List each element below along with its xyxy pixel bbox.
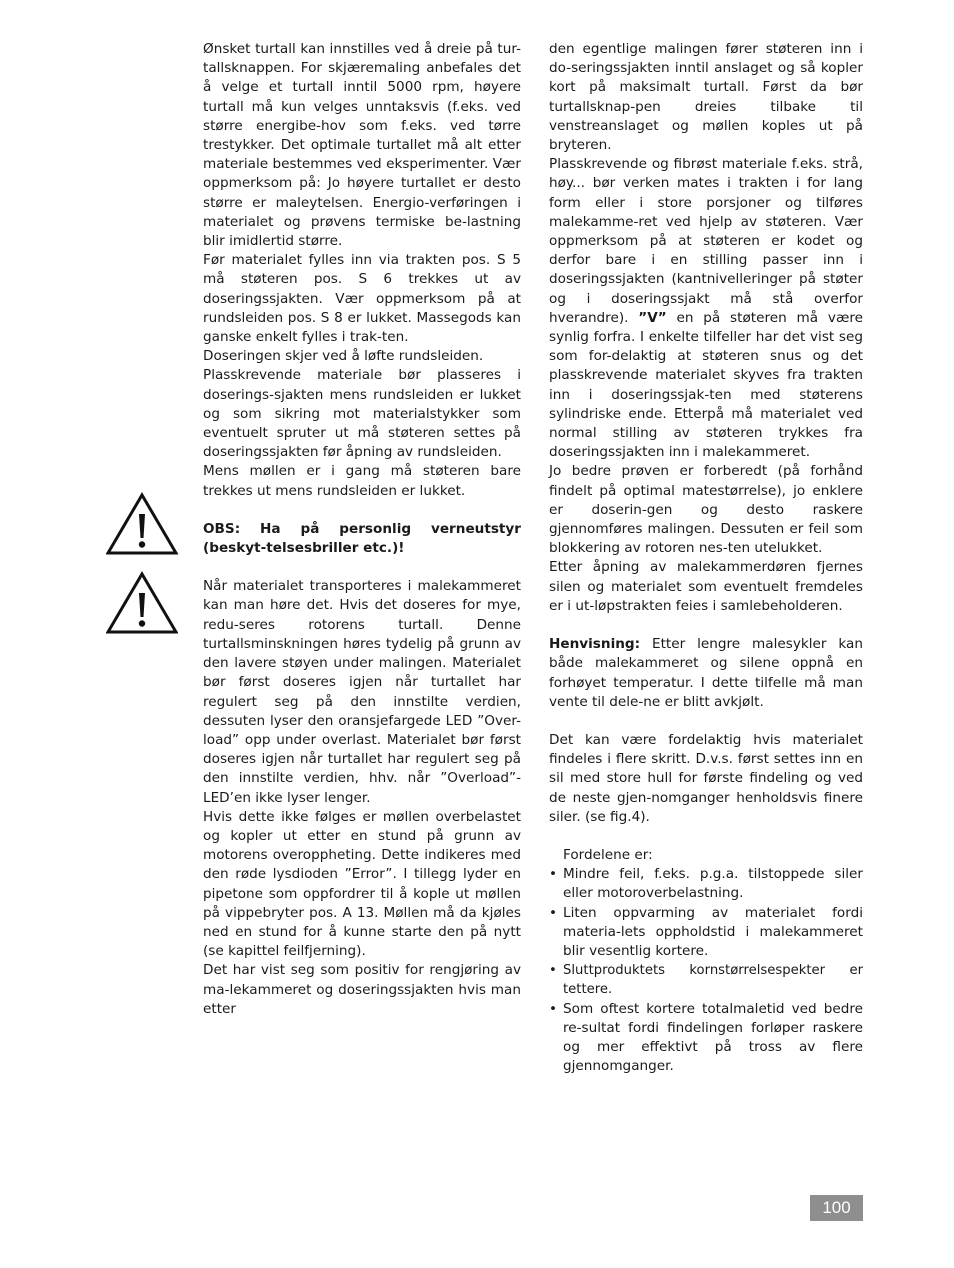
- paragraph-cleaning-continued: den egentlige malingen fører støteren inn i do-seringssjakten inntil anslaget og så kopler kort på maksimalt turtall. Først da bør turtallsknap-pen dreies tilbake til venstreanslaget og møllen koples ut på bryteren.: [549, 41, 863, 154]
- left-text-column: [203, 40, 521, 1019]
- paragraph-sample-preparation: Jo bedre prøven er forberedt (på forhånd findelt på optimal matestørrelse), jo enklere er doserin-gen og desto raskere gjennomføres malingen. Dessuten er feil som blokkering av rotoren nes-ten utelukket.: [549, 463, 863, 557]
- warning-triangle-icon: [106, 571, 178, 635]
- note-paragraph: Henvisning: Etter lengre malesykler kan både malekammeret og silene oppnå en forhøyet temperatur. I dette tilfelle må man vente til dele-ne er blitt avkjølt.: [549, 636, 863, 710]
- advantages-list: [549, 865, 863, 1076]
- list-item: • Mindre feil, f.eks. p.g.a. tilstoppede siler eller motoroverbelastning.: [549, 866, 863, 902]
- paragraph-error: Hvis dette ikke følges er møllen overbelastet og kopler ut etter en stund på grunn av motorens overoppheting. Dette indikeres med den røde lysdioden ”Error”. I tillegg lyder en pipetone som oppfordrer til å kople ut møllen på vippebryter pos. A 13. Møllen må da kjøles ned en stund for å kunne starte den på nytt (se kapittel feilfjerning).: [203, 808, 521, 960]
- right-text-column: [549, 40, 863, 1076]
- paragraph-overload: Når materialet transporteres i malekammeret kan man høre det. Hvis det doseres for mye, redu-seres rotorens turtall. Denne turtallsminskningen høres tydelig på grunn av den lavere støyen under malingen. Materialet bør først doseres igjen når turtallet har regulert seg på den innstilte verdien, dessuten lyser den oransjefargede LED ”Over-load” opp under overlast. Materialet bør først doseres igjen når turtallet har regulert seg på den innstilte verdien, hhv. når ”Overload”-LED’en ikke lyser lenger.: [203, 578, 521, 806]
- paragraph-plunger-safety: Mens møllen er i gang må støteren bare trekkes ut mens rundsleiden er lukket.: [203, 463, 521, 499]
- note-label: Henvisning:: [549, 636, 641, 653]
- list-item: • Som oftest kortere totalmaletid ved bedre re-sultat fordi findelingen forløper raskere og mer effektivt på tross av flere gjennomganger.: [549, 1000, 863, 1075]
- page-number: 100: [810, 1195, 863, 1221]
- warning-protective-equipment: OBS: Ha på personlig verneutstyr (beskyt-telsesbriller etc.)!: [203, 520, 521, 557]
- warning-triangle-icon: [106, 492, 178, 556]
- paragraph-sieve-removal: Etter åpning av malekammerdøren fjernes silen og materialet som eventuelt fremdeles er i ut-løpstrakten feies i samlebeholderen.: [549, 559, 863, 614]
- advantages-title: Fordelene er:: [563, 846, 653, 863]
- paragraph-cleaning: Det har vist seg som positiv for rengjøring av ma-lekammeret og doseringssjakten hvis man etter: [203, 962, 521, 1017]
- v-marking: ”V”: [638, 309, 667, 326]
- list-item: • Sluttproduktets kornstørrelsespekter er tettere.: [549, 963, 863, 998]
- paragraph-bulky-material: Plasskrevende materiale bør plasseres i doserings-sjakten mens rundsleiden er lukket og som sikring mot materialstykker som eventuelt spruter ut må støteren settes på doseringssjakten før åpning av rundsleiden.: [203, 367, 521, 461]
- list-item: • Liten oppvarming av materialet fordi materia-lets oppholdstid i malekammeret blir vesentlig kortere.: [549, 904, 863, 959]
- paragraph-filling: Før materialet fylles inn via trakten pos. S 5 må støteren pos. S 6 trekkes ut av doseringssjakten. Vær oppmerksom på at rundsleiden pos. S 8 er lukket. Massegods kan ganske enkelt fylles i trak-ten.: [203, 252, 521, 346]
- paragraph-fibrous-material: Plasskrevende og fibrøst materiale f.eks. strå, høy... bør verken mates i trakten i for lang form eller i store porsjoner og tilføres malekamme-ret ved hjelp av støteren. Vær oppmerksom på at støteren er kodet og derfor bare i en stilling passer inn i doseringssjakten (kantnivelleringer på støter og i doseringssjakt må stå overfor hverandre). ”V” en på støteren må være synlig forfra. I enkelte tilfeller har det vist seg som for-delaktig at støteren snus og det plasskrevende materialet skyves fra trakten inn i doseringssjak-ten med støterens sylindriske ende. Etterpå må materialet ved normal stilling av støteren trykkes fra doseringssjakten inn i malekammeret.: [549, 156, 863, 461]
- paragraph-multi-step: Det kan være fordelaktig hvis materialet findeles i flere skritt. D.v.s. først settes inn en sil med store hull for første findeling og ved de neste gjen-nomganger henholdsvis finere siler. (se fig.4).: [549, 731, 863, 825]
- paragraph-speed-setting: Ønsket turtall kan innstilles ved å dreie på tur-tallsknappen. For skjæremaling anbefales det å velge et turtall inntil 5000 rpm, høyere turtall må kun velges unntaksvis (f.eks. ved større energibe-hov som f.eks. ved tørre trestykker. Det optimale turtallet må alt etter materiale bestemmes ved eksperimenter. Vær oppmerksom på: Jo høyere turtallet er desto større er maleytelsen. Energio-verføringen i materialet og prøvens termiske be-lastning blir imidlertid større.: [203, 41, 521, 250]
- paragraph-dosing: Doseringen skjer ved å løfte rundsleiden.: [203, 348, 484, 365]
